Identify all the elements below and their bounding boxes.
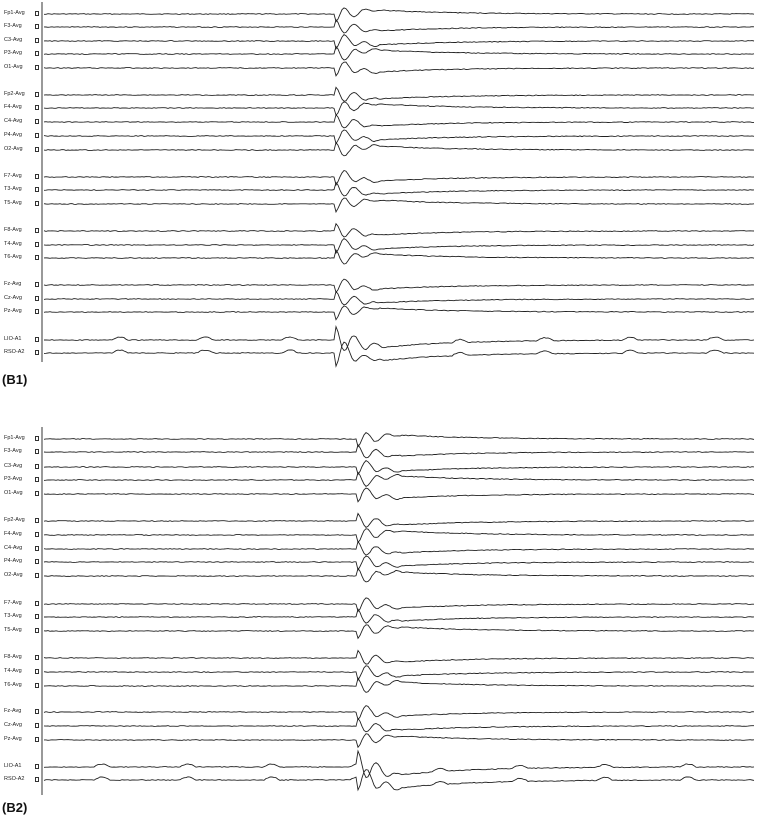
channel-label: O1-Avg bbox=[4, 490, 23, 496]
channel-label: P4-Avg bbox=[4, 558, 22, 564]
channel-scale-box[interactable] bbox=[35, 65, 39, 70]
channel-scale-box[interactable] bbox=[35, 723, 39, 728]
channel-scale-box[interactable] bbox=[35, 11, 39, 16]
eeg-panel-b2 bbox=[0, 425, 757, 785]
trace-pz-avg bbox=[44, 734, 754, 748]
trace-t5-avg bbox=[44, 198, 754, 212]
channel-scale-box[interactable] bbox=[35, 350, 39, 355]
channel-scale-box[interactable] bbox=[35, 532, 39, 537]
trace-fp1-avg bbox=[44, 8, 754, 22]
channel-scale-box[interactable] bbox=[35, 655, 39, 660]
channel-label: Pz-Avg bbox=[4, 736, 22, 742]
channel-scale-box[interactable] bbox=[35, 491, 39, 496]
trace-f3-avg bbox=[44, 20, 754, 33]
channel-scale-box[interactable] bbox=[35, 477, 39, 482]
eeg-traces-b1 bbox=[0, 0, 757, 372]
channel-scale-box[interactable] bbox=[35, 201, 39, 206]
channel-label: T4-Avg bbox=[4, 241, 22, 247]
trace-f4-avg bbox=[44, 102, 754, 115]
trace-t5-avg bbox=[44, 625, 754, 639]
channel-scale-box[interactable] bbox=[35, 614, 39, 619]
trace-t6-avg bbox=[44, 250, 754, 264]
channel-scale-box[interactable] bbox=[35, 683, 39, 688]
trace-p4-avg bbox=[44, 130, 754, 144]
trace-cz-avg bbox=[44, 292, 754, 305]
trace-p4-avg bbox=[44, 556, 754, 570]
channel-scale-box[interactable] bbox=[35, 38, 39, 43]
trace-fp2-avg bbox=[44, 514, 754, 528]
trace-c4-avg bbox=[44, 115, 754, 128]
channel-label: F8-Avg bbox=[4, 654, 22, 660]
channel-scale-box[interactable] bbox=[35, 777, 39, 782]
trace-f3-avg bbox=[44, 445, 754, 458]
channel-label: F7-Avg bbox=[4, 600, 22, 606]
channel-label: Fp2-Avg bbox=[4, 91, 25, 97]
channel-scale-box[interactable] bbox=[35, 518, 39, 523]
trace-fp2-avg bbox=[44, 87, 754, 101]
channel-scale-box[interactable] bbox=[35, 464, 39, 469]
channel-label: F7-Avg bbox=[4, 173, 22, 179]
channel-label: P3-Avg bbox=[4, 476, 22, 482]
channel-scale-box[interactable] bbox=[35, 51, 39, 56]
channel-scale-box[interactable] bbox=[35, 147, 39, 152]
trace-rso-a2 bbox=[44, 770, 754, 790]
channel-label: T6-Avg bbox=[4, 682, 22, 688]
trace-c3-avg bbox=[44, 461, 754, 475]
channel-label: RSO-A2 bbox=[4, 776, 25, 782]
channel-label: T4-Avg bbox=[4, 668, 22, 674]
trace-o2-avg bbox=[44, 143, 754, 156]
channel-scale-box[interactable] bbox=[35, 559, 39, 564]
trace-c3-avg bbox=[44, 35, 754, 49]
channel-label: F3-Avg bbox=[4, 23, 22, 29]
panel-label-b2: (B2) bbox=[2, 800, 28, 815]
channel-label: T5-Avg bbox=[4, 200, 22, 206]
channel-scale-box[interactable] bbox=[35, 337, 39, 342]
channel-scale-box[interactable] bbox=[35, 174, 39, 179]
trace-f7-avg bbox=[44, 171, 754, 185]
channel-scale-box[interactable] bbox=[35, 296, 39, 301]
channel-label: T3-Avg bbox=[4, 186, 22, 192]
trace-o1-avg bbox=[44, 62, 754, 76]
channel-scale-box[interactable] bbox=[35, 449, 39, 454]
channel-label: O1-Avg bbox=[4, 64, 23, 70]
trace-t4-avg bbox=[44, 239, 754, 253]
channel-scale-box[interactable] bbox=[35, 282, 39, 287]
channel-scale-box[interactable] bbox=[35, 92, 39, 97]
channel-scale-box[interactable] bbox=[35, 709, 39, 714]
channel-scale-box[interactable] bbox=[35, 119, 39, 124]
channel-scale-box[interactable] bbox=[35, 133, 39, 138]
channel-label: F3-Avg bbox=[4, 448, 22, 454]
channel-label: Fp1-Avg bbox=[4, 435, 25, 441]
channel-label: C3-Avg bbox=[4, 463, 23, 469]
channel-label: Fp1-Avg bbox=[4, 10, 25, 16]
trace-fp1-avg bbox=[44, 433, 754, 447]
channel-label: T5-Avg bbox=[4, 627, 22, 633]
channel-scale-box[interactable] bbox=[35, 255, 39, 260]
trace-f7-avg bbox=[44, 598, 754, 611]
channel-label: T6-Avg bbox=[4, 254, 22, 260]
channel-label: F4-Avg bbox=[4, 531, 22, 537]
channel-scale-box[interactable] bbox=[35, 309, 39, 314]
channel-scale-box[interactable] bbox=[35, 242, 39, 247]
trace-p3-avg bbox=[44, 47, 754, 60]
channel-scale-box[interactable] bbox=[35, 436, 39, 441]
trace-fz-avg bbox=[44, 706, 754, 720]
trace-pz-avg bbox=[44, 306, 754, 320]
trace-c4-avg bbox=[44, 542, 754, 556]
channel-scale-box[interactable] bbox=[35, 187, 39, 192]
panel-label-b1: (B1) bbox=[2, 372, 28, 387]
channel-scale-box[interactable] bbox=[35, 628, 39, 633]
channel-label: RSO-A2 bbox=[4, 349, 25, 355]
channel-scale-box[interactable] bbox=[35, 228, 39, 233]
channel-scale-box[interactable] bbox=[35, 669, 39, 674]
channel-label: T3-Avg bbox=[4, 613, 22, 619]
channel-label: Fz-Avg bbox=[4, 281, 22, 287]
channel-label: C4-Avg bbox=[4, 545, 23, 551]
eeg-traces-b2 bbox=[0, 425, 757, 797]
channel-label: Pz-Avg bbox=[4, 308, 22, 314]
trace-t3-avg bbox=[44, 183, 754, 196]
trace-t3-avg bbox=[44, 609, 754, 623]
eeg-panel-b1 bbox=[0, 0, 757, 360]
channel-label: P4-Avg bbox=[4, 132, 22, 138]
channel-label: Fp2-Avg bbox=[4, 517, 25, 523]
channel-scale-box[interactable] bbox=[35, 764, 39, 769]
trace-o2-avg bbox=[44, 568, 754, 582]
channel-label: LIO-A1 bbox=[4, 336, 22, 342]
channel-label: LIO-A1 bbox=[4, 763, 22, 769]
channel-label: P3-Avg bbox=[4, 50, 22, 56]
channel-label: C3-Avg bbox=[4, 37, 23, 43]
channel-label: F4-Avg bbox=[4, 104, 22, 110]
channel-scale-box[interactable] bbox=[35, 105, 39, 110]
channel-scale-box[interactable] bbox=[35, 601, 39, 606]
trace-lio-a1 bbox=[44, 327, 754, 351]
channel-label: O2-Avg bbox=[4, 146, 23, 152]
trace-f4-avg bbox=[44, 529, 754, 543]
trace-p3-avg bbox=[44, 473, 754, 487]
channel-label: O2-Avg bbox=[4, 572, 23, 578]
channel-label: Fz-Avg bbox=[4, 708, 22, 714]
channel-scale-box[interactable] bbox=[35, 573, 39, 578]
trace-lio-a1 bbox=[44, 751, 754, 778]
trace-cz-avg bbox=[44, 718, 754, 731]
trace-o1-avg bbox=[44, 488, 754, 502]
channel-label: Cz-Avg bbox=[4, 295, 22, 301]
channel-label: C4-Avg bbox=[4, 118, 23, 124]
trace-t6-avg bbox=[44, 678, 754, 692]
trace-fz-avg bbox=[44, 279, 754, 292]
channel-label: Cz-Avg bbox=[4, 722, 22, 728]
channel-scale-box[interactable] bbox=[35, 737, 39, 742]
trace-t4-avg bbox=[44, 666, 754, 680]
channel-scale-box[interactable] bbox=[35, 24, 39, 29]
trace-f8-avg bbox=[44, 651, 754, 665]
channel-label: F8-Avg bbox=[4, 227, 22, 233]
channel-scale-box[interactable] bbox=[35, 546, 39, 551]
trace-f8-avg bbox=[44, 224, 754, 237]
